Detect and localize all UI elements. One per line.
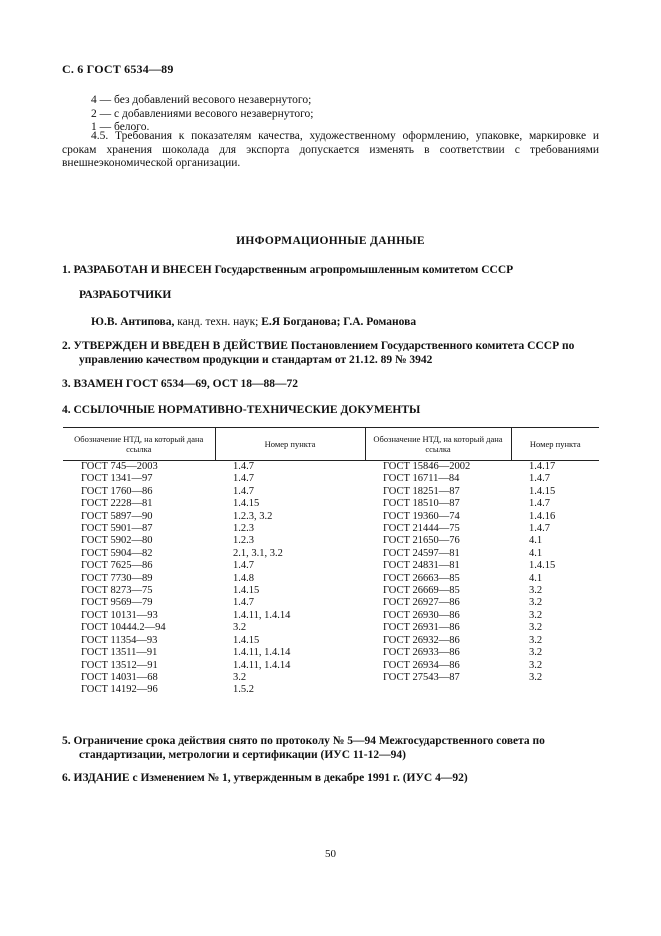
clause-number-cell: 1.4.7 bbox=[233, 473, 254, 485]
ntd-designation-cell: ГОСТ 14192—96 bbox=[81, 684, 158, 696]
ntd-designation-cell: ГОСТ 24597—81 bbox=[383, 547, 460, 559]
ntd-designation-cell: ГОСТ 9569—79 bbox=[81, 597, 153, 609]
clause-number-cell: 1.4.15 bbox=[233, 498, 260, 510]
section-5 bbox=[62, 734, 619, 762]
clause-number-cell: 4.1 bbox=[529, 572, 543, 584]
clause-number-cell: 1.4.15 bbox=[529, 560, 556, 572]
table-row bbox=[63, 486, 599, 498]
section-1-text: Государственным агропромышленным комитетом СССР bbox=[214, 264, 514, 276]
section-number: 1. bbox=[62, 264, 71, 276]
clause-number-cell: 3.2 bbox=[529, 634, 543, 646]
paragraph-4-5: 4.5. Требования к показателям качества, художественному оформлению, упаковке, маркировке и срокам хранения шоколада для экспорта допускается изменять в соответствии с требованиями внешнеэкономической организации. bbox=[62, 130, 599, 169]
ntd-designation-cell: ГОСТ 26931—86 bbox=[383, 622, 460, 634]
section-number: 6. bbox=[62, 772, 71, 784]
ntd-designation-cell: ГОСТ 5904—82 bbox=[81, 547, 153, 559]
clause-number-cell: 1.4.7 bbox=[529, 473, 550, 485]
ntd-designation-cell: ГОСТ 26933—86 bbox=[383, 647, 460, 659]
clause-number-cell: 1.4.16 bbox=[529, 510, 556, 522]
section-2-text: Постановлением Государственного комитета СССР по управлению качеством продукции и стандартам от 21.12. 89 № 3942 bbox=[79, 340, 575, 366]
table-row bbox=[63, 660, 599, 672]
ntd-designation-cell: ГОСТ 7730—89 bbox=[81, 572, 153, 584]
clause-number-cell: 4.1 bbox=[529, 547, 543, 559]
clause-number-cell: 1.4.15 bbox=[233, 585, 260, 597]
table-row bbox=[63, 597, 599, 609]
ntd-designation-cell: ГОСТ 16711—84 bbox=[383, 473, 460, 485]
ntd-designation-cell: ГОСТ 5902—80 bbox=[81, 535, 153, 547]
table-row bbox=[63, 647, 599, 659]
clause-number-cell: 1.4.7 bbox=[529, 523, 550, 535]
page-header: С. 6 ГОСТ 6534—89 bbox=[62, 62, 174, 76]
list-item: 2 — с добавлениями весового незавернутого; bbox=[91, 107, 314, 120]
clause-number-cell: 3.2 bbox=[529, 671, 543, 683]
clause-number-cell: 1.4.7 bbox=[233, 485, 254, 497]
section-number: 2. bbox=[62, 340, 71, 352]
table-row bbox=[63, 560, 599, 572]
ntd-designation-cell: ГОСТ 26932—86 bbox=[383, 634, 460, 646]
ntd-designation-cell: ГОСТ 26934—86 bbox=[383, 659, 460, 671]
column-header: Обозначение НТД, на который дана ссылка bbox=[365, 428, 511, 461]
ntd-designation-cell: ГОСТ 24831—81 bbox=[383, 560, 460, 572]
developers-line bbox=[91, 315, 416, 329]
table-row bbox=[63, 672, 599, 684]
clause-number-cell: 2.1, 3.1, 3.2 bbox=[233, 547, 283, 559]
section-2 bbox=[62, 339, 619, 367]
section-6-text: с Изменением № 1, утвержденным в декабре 1991 г. (ИУС 4—92) bbox=[132, 772, 468, 784]
clause-number-cell: 1.4.11, 1.4.14 bbox=[233, 609, 291, 621]
table-row bbox=[63, 548, 599, 560]
ntd-designation-cell: ГОСТ 7625—86 bbox=[81, 560, 153, 572]
table-row bbox=[63, 511, 599, 523]
clause-number-cell bbox=[511, 684, 599, 696]
clause-number-cell: 1.2.3 bbox=[233, 535, 254, 547]
ntd-designation-cell: ГОСТ 26930—86 bbox=[383, 609, 460, 621]
ntd-designation-cell: ГОСТ 13511—91 bbox=[81, 647, 158, 659]
column-header: Номер пункта bbox=[215, 428, 365, 461]
clause-number-cell: 3.2 bbox=[529, 585, 543, 597]
table-row bbox=[63, 535, 599, 547]
clause-number-cell: 3.2 bbox=[529, 622, 543, 634]
list-item: 1 — белого. bbox=[91, 121, 150, 133]
ntd-designation-cell: ГОСТ 13512—91 bbox=[81, 659, 158, 671]
ntd-designation-cell: ГОСТ 18510—87 bbox=[383, 498, 460, 510]
table-row bbox=[63, 473, 599, 485]
ntd-designation-cell: ГОСТ 2228—81 bbox=[81, 498, 153, 510]
table-row bbox=[63, 585, 599, 597]
clause-number-cell: 1.4.7 bbox=[529, 498, 550, 510]
ntd-designation-cell: ГОСТ 26669—85 bbox=[383, 585, 460, 597]
ntd-designation-cell: ГОСТ 15846—2002 bbox=[383, 461, 471, 472]
ntd-designation-cell: ГОСТ 26927—86 bbox=[383, 597, 460, 609]
section-6-heading: ИЗДАНИЕ bbox=[73, 772, 130, 784]
section-3 bbox=[62, 377, 298, 391]
page-number: 50 bbox=[325, 848, 336, 860]
info-title: ИНФОРМАЦИОННЫЕ ДАННЫЕ bbox=[236, 235, 425, 247]
clause-number-cell: 1.4.15 bbox=[529, 485, 556, 497]
table-row bbox=[63, 622, 599, 634]
developer-degree: канд. техн. наук; bbox=[177, 316, 259, 328]
section-5-text: Ограничение срока действия снято по протоколу № 5—94 Межгосударственного совета по стандартизации, метрологии и сертификации (ИУС 11-12—94) bbox=[73, 735, 545, 761]
developers-label: РАЗРАБОТЧИКИ bbox=[79, 289, 172, 301]
section-number: 5. bbox=[62, 735, 71, 747]
table-row bbox=[63, 498, 599, 510]
clause-number-cell: 1.4.7 bbox=[233, 597, 254, 609]
developer-names: Е.Я Богданова; Г.А. Романова bbox=[261, 316, 417, 328]
clause-number-cell: 3.2 bbox=[529, 597, 543, 609]
ntd-designation-cell: ГОСТ 5901—87 bbox=[81, 523, 153, 535]
ntd-designation-cell: ГОСТ 21650—76 bbox=[383, 535, 460, 547]
ntd-designation-cell: ГОСТ 745—2003 bbox=[81, 461, 158, 472]
list-item: 4 — без добавлений весового незавернутого; bbox=[91, 94, 312, 106]
table-row bbox=[63, 523, 599, 535]
ntd-designation-cell: ГОСТ 14031—68 bbox=[81, 671, 158, 683]
table-row bbox=[63, 610, 599, 622]
table-body bbox=[63, 461, 599, 697]
ntd-designation-cell: ГОСТ 21444—75 bbox=[383, 523, 460, 535]
ntd-designation-cell: ГОСТ 27543—87 bbox=[383, 671, 460, 683]
clause-number-cell: 1.4.17 bbox=[529, 461, 556, 472]
ntd-designation-cell: ГОСТ 8273—75 bbox=[81, 585, 153, 597]
clause-number-cell: 3.2 bbox=[529, 647, 543, 659]
clause-number-cell: 3.2 bbox=[529, 609, 543, 621]
ntd-designation-cell: ГОСТ 5897—90 bbox=[81, 510, 153, 522]
section-4-text: ССЫЛОЧНЫЕ НОРМАТИВНО-ТЕХНИЧЕСКИЕ ДОКУМЕНТЫ bbox=[73, 404, 421, 416]
ntd-designation-cell: ГОСТ 19360—74 bbox=[383, 510, 460, 522]
column-header: Номер пункта bbox=[511, 428, 599, 461]
clause-number-cell: 4.1 bbox=[529, 535, 543, 547]
ntd-designation-cell: ГОСТ 26663—85 bbox=[383, 572, 460, 584]
table-header-row bbox=[63, 428, 599, 461]
section-1-heading: РАЗРАБОТАН И ВНЕСЕН bbox=[73, 264, 212, 276]
table-row bbox=[63, 573, 599, 585]
column-header: Обозначение НТД, на который дана ссылка bbox=[63, 428, 215, 461]
clause-number-cell: 1.4.7 bbox=[233, 560, 254, 572]
clause-number-cell: 1.4.11, 1.4.14 bbox=[233, 659, 291, 671]
section-2-heading: УТВЕРЖДЕН И ВВЕДЕН В ДЕЙСТВИЕ bbox=[73, 340, 288, 352]
clause-number-cell: 1.4.7 bbox=[233, 461, 254, 472]
clause-number-cell: 1.2.3, 3.2 bbox=[233, 510, 273, 522]
clause-number-cell: 1.4.8 bbox=[233, 572, 254, 584]
clause-number-cell: 1.2.3 bbox=[233, 523, 254, 535]
ntd-designation-cell: ГОСТ 18251—87 bbox=[383, 485, 460, 497]
section-number: 4. bbox=[62, 404, 71, 416]
ntd-designation-cell: ГОСТ 11354—93 bbox=[81, 634, 158, 646]
clause-number-cell: 3.2 bbox=[529, 659, 543, 671]
table-row bbox=[63, 461, 599, 474]
section-6 bbox=[62, 771, 468, 785]
section-3-text: ВЗАМЕН ГОСТ 6534—69, ОСТ 18—88—72 bbox=[73, 378, 299, 390]
clause-number-cell: 3.2 bbox=[233, 671, 247, 683]
reference-table bbox=[63, 427, 599, 697]
ntd-designation-cell bbox=[365, 684, 511, 696]
ntd-designation-cell: ГОСТ 10444.2—94 bbox=[81, 622, 166, 634]
clause-number-cell: 1.4.11, 1.4.14 bbox=[233, 647, 291, 659]
clause-number-cell: 3.2 bbox=[233, 622, 247, 634]
section-number: 3. bbox=[62, 378, 71, 390]
section-1 bbox=[62, 263, 513, 277]
ntd-designation-cell: ГОСТ 10131—93 bbox=[81, 609, 158, 621]
developer-name: Ю.В. Антипова, bbox=[91, 316, 175, 328]
ntd-designation-cell: ГОСТ 1760—86 bbox=[81, 485, 153, 497]
clause-number-cell: 1.4.15 bbox=[233, 634, 260, 646]
table-row bbox=[63, 635, 599, 647]
table-row bbox=[63, 684, 599, 696]
ntd-designation-cell: ГОСТ 1341—97 bbox=[81, 473, 153, 485]
clause-number-cell: 1.5.2 bbox=[233, 684, 254, 696]
section-4 bbox=[62, 403, 420, 417]
